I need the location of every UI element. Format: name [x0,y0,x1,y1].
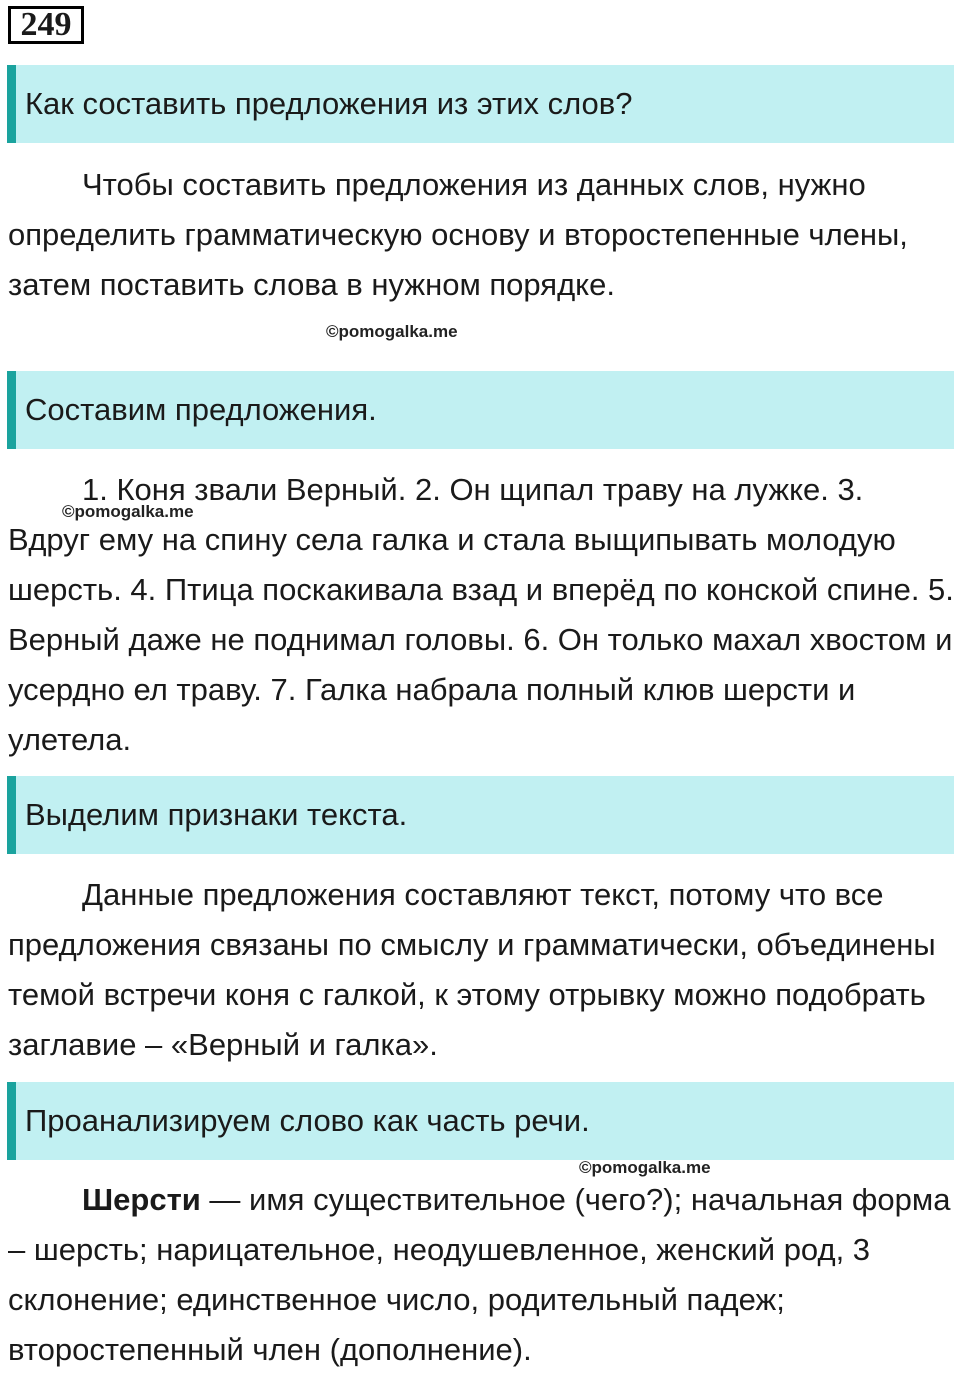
section-text-1: Чтобы составить предложения из данных слов, нужно определить грамматическую основу и второстепенные члены, затем поставить слова в нужном порядке. [8,167,908,302]
section-text-4 [8,1175,954,1375]
analysis-text: — имя существительное (чего?); начальная форма – шерсть; нарицательное, неодушевленное, женский род, 3 склонение; единственное число, родительный падеж; второстепенный член (дополнение). [8,1182,951,1367]
section-heading-1: Как составить предложения из этих слов? [7,65,954,143]
watermark: ©pomogalka.me [62,502,194,521]
section-heading-3: Выделим признаки текста. [7,776,954,854]
analyzed-word: Шерсти [82,1182,201,1217]
watermark: ©pomogalka.me [579,1158,711,1177]
section-text-2: 1. Коня звали Верный. 2. Он щипал траву на лужке. 3. Вдруг ему на спину села галка и стала выщипывать молодую шерсть. 4. Птица поскакивала взад и вперёд по конской спине. 5. Верный даже не поднимал головы. 6. Он только махал хвостом и усердно ел траву. 7. Галка набрала полный клюв шерсти и улетела. [8,472,954,757]
section-text-3: Данные предложения составляют текст, потому что все предложения связаны по смыслу и грамматически, объединены темой встречи коня с галкой, к этому отрывку можно подобрать заглавие – «Верный и галка». [8,877,936,1062]
exercise-number: 249 [8,6,84,44]
watermark: ©pomogalka.me [326,322,458,341]
section-heading-4: Проанализируем слово как часть речи. [7,1082,954,1160]
section-heading-2: Составим предложения. [7,371,954,449]
